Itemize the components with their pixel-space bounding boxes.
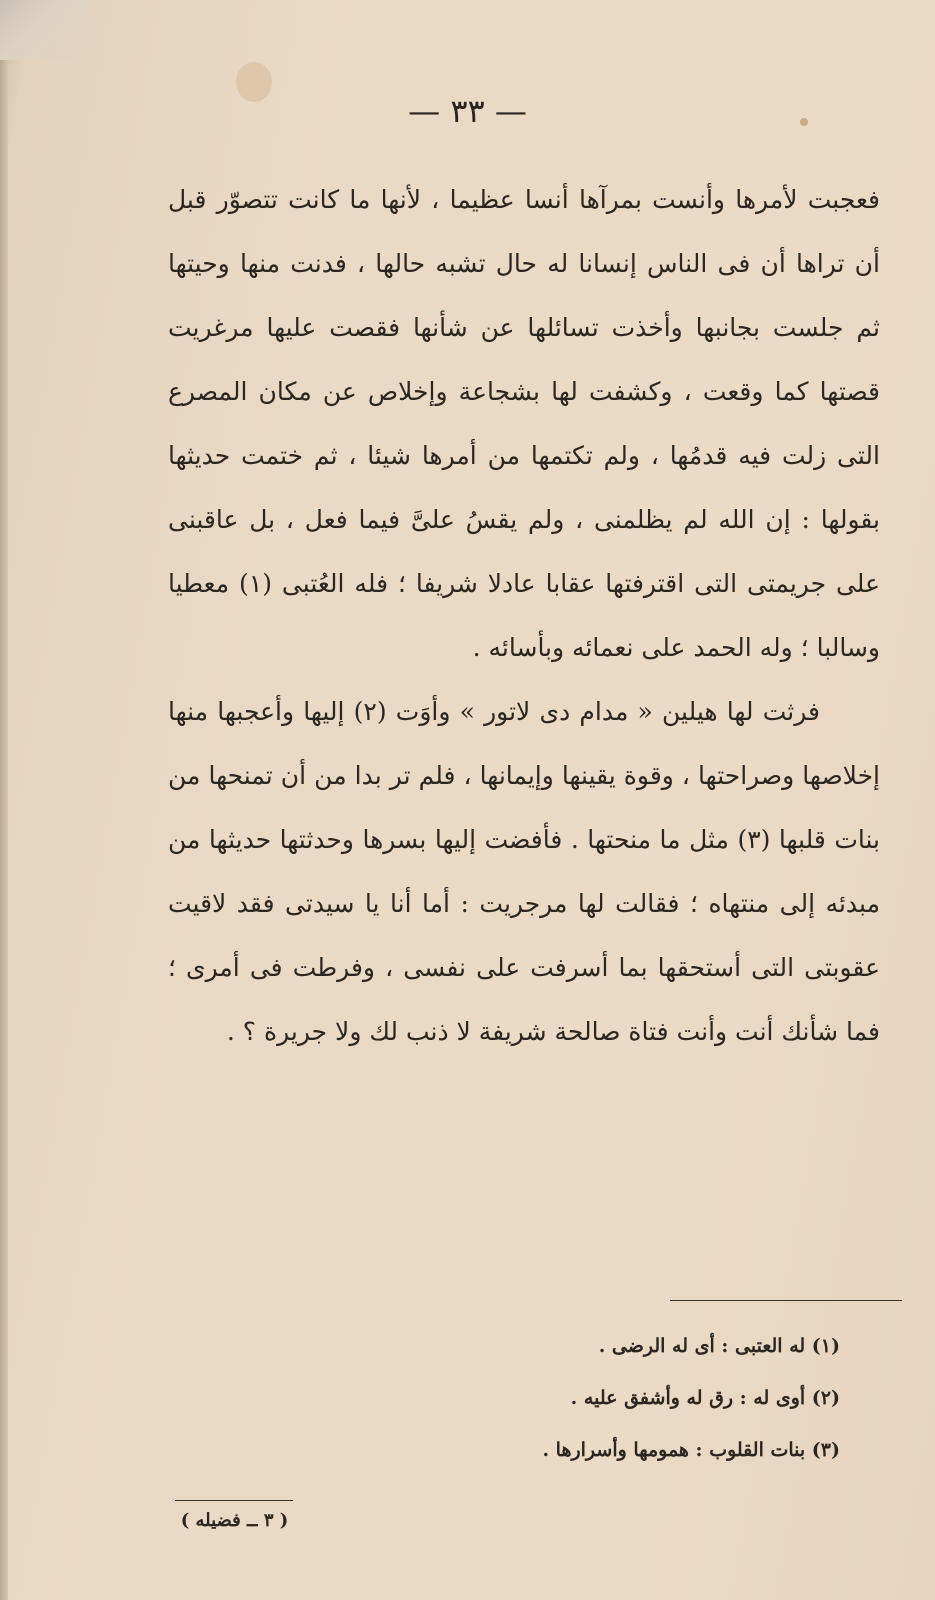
- paragraph-1: فعجبت لأمرها وأنست بمرآها أنسا عظيما ، لأنها ما كانت تتصوّر قبل أن تراها أن فى الناس إنسانا له حال تشبه حالها ، فدنت منها وحيتها ثم جلست بجانبها وأخذت تسائلها عن شأنها فقصت عليها مرغريت قصتها كما وقعت ، وكشفت لها بشجاعة وإخلاص عن مكان المصرع التى زلت فيه قدمُها ، ولم تكتمها من أمرها شيئا ، ثم ختمت حديثها بقولها : إن الله لم يظلمنى ، ولم يقسُ علىَّ فيما فعل ، بل عاقبنى على جريمتى التى اقترفتها عقابا عادلا شريفا ؛ فله العُتبى (١) معطيا وسالبا ؛ وله الحمد على نعمائه وبأسائه .: [168, 185, 880, 662]
- footnote-2: (٢) أوى له : رق له وأشفق عليه .: [570, 1387, 840, 1409]
- page-number: — ٣٣ —: [408, 92, 527, 130]
- footnote-3: (٣) بنات القلوب : همومها وأسرارها .: [542, 1439, 840, 1461]
- footnote-divider: [670, 1300, 902, 1301]
- signature-divider: [175, 1500, 293, 1501]
- paragraph-2: فرثت لها هيلين « مدام دى لاتور » وأوَت (٢) إليها وأعجبها منها إخلاصها وصراحتها ، وقوة يقينها وإيمانها ، فلم تر بدا من أن تمنحها من بنات قلبها (٣) مثل ما منحتها . فأفضت إليها بسرها وحدثتها حديثها من مبدئه إلى منتهاه ؛ فقالت لها مرجريت : أما أنا يا سيدتى فقد لاقيت عقوبتى التى أستحقها بما أسرفت على نفسى ، وفرطت فى أمرى ؛ فما شأنك أنت وأنت فتاة صالحة شريفة لا ذنب لك ولا جريرة ؟ .: [168, 697, 880, 1046]
- page-corner-shadow: [0, 0, 90, 60]
- page-binding-edge: [0, 0, 8, 1600]
- body-text: [168, 168, 880, 1064]
- signature-mark: ( ٣ ــ فضيله ): [180, 1510, 289, 1531]
- footnote-1: (١) له العتبى : أى له الرضى .: [598, 1335, 840, 1357]
- footnotes: [340, 1320, 840, 1476]
